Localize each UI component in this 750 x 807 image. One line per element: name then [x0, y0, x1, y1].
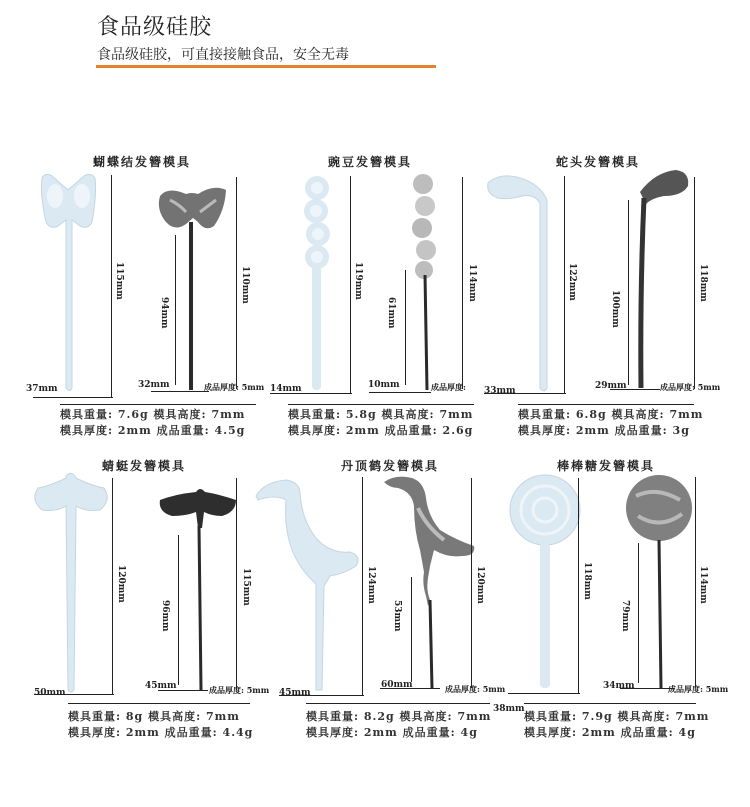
mold-width-label: 50mm — [34, 688, 66, 698]
mold-width-label: 14mm — [270, 384, 302, 394]
page-subtitle: 食品级硅胶，可直接接触食品，安全无毒 — [97, 47, 349, 63]
product-title: 豌豆发簪模具 — [328, 155, 413, 169]
spec-line-2: 模具厚度: 2mm 成品重量: 3g — [518, 424, 690, 437]
finished-stick-label: 94mm — [159, 297, 169, 329]
mold-height-label: 115mm — [114, 262, 124, 300]
finished-height-line — [695, 477, 696, 687]
spec-line-1: 模具重量: 7.9g 模具高度: 7mm — [524, 710, 710, 723]
finished-width-label: 45mm — [145, 681, 177, 691]
spec-line-1: 模具重量: 8g 模具高度: 7mm — [68, 710, 240, 723]
finished-stick-label: 100mm — [610, 290, 620, 328]
spec-rule — [524, 703, 696, 704]
finished-height-label: 120mm — [475, 566, 485, 604]
mold-height-label: 120mm — [116, 565, 126, 603]
mold-height-label: 119mm — [353, 262, 363, 300]
thickness-label: 成品厚度: 5mm — [660, 382, 721, 392]
finished-height-label: 115mm — [241, 568, 251, 606]
spec-line-2: 模具厚度: 2mm 成品重量: 2.6g — [288, 424, 474, 437]
finished-width-label: 34mm — [603, 681, 635, 691]
spec-line-2: 模具厚度: 2mm 成品重量: 4g — [524, 726, 696, 739]
spec-block — [524, 709, 709, 741]
thickness-label: 成品厚度: 5mm — [204, 382, 265, 392]
spec-line-2: 模具厚度: 2mm 成品重量: 4.4g — [68, 726, 254, 739]
spec-line-1: 模具重量: 5.8g 模具高度: 7mm — [288, 408, 474, 421]
spec-line-1: 模具重量: 6.8g 模具高度: 7mm — [518, 408, 704, 421]
finished-width-label: 29mm — [595, 381, 627, 391]
finished-width-label: 60mm — [381, 680, 413, 690]
thickness-label: 成品厚度: 5mm — [668, 684, 729, 694]
mold-width-label: 33mm — [484, 386, 516, 396]
finished-height-label: 110mm — [240, 266, 250, 304]
mold-height-label: 124mm — [366, 566, 376, 604]
product-title: 蜻蜓发簪模具 — [102, 459, 187, 473]
finished-stick-line — [638, 543, 639, 683]
thickness-label: 成品厚度: 5mm — [445, 684, 506, 694]
finished-height-label: 114mm — [467, 264, 477, 302]
mold-width-label: 45mm — [279, 688, 311, 698]
spec-line-2: 模具厚度: 2mm 成品重量: 4.5g — [60, 424, 246, 437]
mold-height-label: 122mm — [567, 263, 577, 301]
finished-stick-label: 61mm — [386, 297, 396, 329]
finished-width-label: 10mm — [368, 380, 400, 390]
mold-width-label: 38mm — [493, 704, 525, 714]
thickness-label: 成品厚度: 5mm — [209, 685, 270, 695]
finished-height-label: 118mm — [698, 264, 708, 302]
finished-stick-label: 53mm — [392, 600, 402, 632]
product-title: 蝴蝶结发簪模具 — [93, 155, 192, 169]
page-title: 食品级硅胶 — [97, 15, 213, 40]
finished-stick-label: 79mm — [620, 600, 630, 632]
thickness-label: 成品厚度: — [431, 382, 466, 392]
finished-width-label: 32mm — [138, 380, 170, 390]
mold-width-label: 37mm — [26, 384, 58, 394]
product-title: 棒棒糖发簪模具 — [557, 459, 656, 473]
spec-line-2: 模具厚度: 2mm 成品重量: 4g — [306, 726, 478, 739]
spec-line-1: 模具重量: 7.6g 模具高度: 7mm — [60, 408, 246, 421]
finished-stick-label: 96mm — [160, 600, 170, 632]
mold-height-label: 118mm — [582, 562, 592, 600]
product-title: 蛇头发簪模具 — [556, 155, 641, 169]
finished-height-label: 114mm — [698, 566, 708, 604]
product-title: 丹顶鹤发簪模具 — [341, 459, 440, 473]
spec-line-1: 模具重量: 8.2g 模具高度: 7mm — [306, 710, 492, 723]
